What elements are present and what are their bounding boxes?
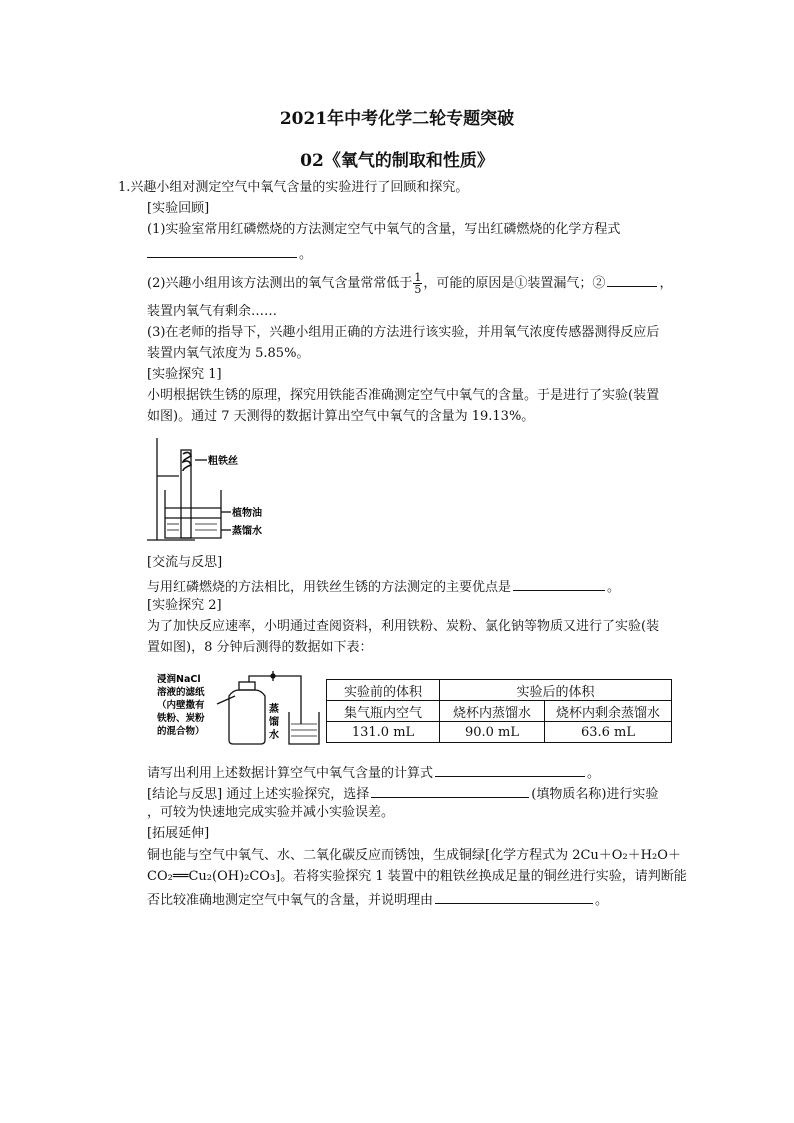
- doc-subtitle: 02《氧气的制取和性质》: [300, 151, 494, 171]
- review-3-line1: (3)在老师的指导下，兴趣小组用正确的方法进行该实验，并用氧气浓度传感器测得反应后: [147, 325, 660, 340]
- answer-blank[interactable]: [435, 763, 585, 777]
- table-col-jar-air: 集气瓶内空气: [327, 701, 440, 722]
- punct: 。: [607, 580, 621, 595]
- fig2-water-label: 水: [269, 730, 279, 741]
- frac-num: 1: [414, 271, 422, 284]
- stopper: [239, 682, 255, 690]
- calc-line: [147, 763, 600, 782]
- review-2-text-b: ，可能的原因是①装置漏气；②: [423, 276, 606, 291]
- review-1: (1)实验室常用红磷燃烧的方法测定空气中氧气的含量，写出红磷燃烧的化学方程式: [147, 222, 621, 237]
- extension-text: 否比较准确地测定空气中氧气的含量，并说明理由: [147, 893, 434, 908]
- fig2-label: （内壁撒有: [157, 700, 205, 711]
- punct: 。: [595, 893, 609, 908]
- punct: ，: [659, 276, 673, 291]
- extension-heading: [拓展延伸]: [147, 826, 210, 841]
- q1-intro: 1.兴趣小组对测定空气中氧气含量的实验进行了回顾和探究。: [118, 180, 469, 195]
- review-2-text: (2)兴趣小组用该方法测出的氧气含量常常低于: [147, 276, 413, 291]
- beaker: [165, 490, 221, 538]
- fraction-one-fifth: [413, 272, 422, 295]
- answer-blank[interactable]: [435, 890, 593, 904]
- table-cell: 90.0 mL: [440, 722, 545, 743]
- small-beaker: [289, 712, 319, 744]
- review-2-cont: 装置内氧气有剩余……: [147, 304, 278, 319]
- answer-blank[interactable]: [371, 784, 529, 798]
- answer-blank[interactable]: [513, 577, 605, 591]
- table-header-after: 实验后的体积: [440, 680, 672, 701]
- iron-wire-apparatus-figure: [145, 432, 275, 547]
- exp1-heading: [实验探究 1]: [147, 367, 222, 382]
- fig1-label-water: 蒸馏水: [232, 526, 262, 537]
- exp1-line2: 如图)。通过 7 天测得的数据计算出空气中氧气的含量为 19.13%。: [147, 409, 535, 424]
- jar-apparatus-figure: [143, 668, 323, 750]
- answer-blank[interactable]: [607, 273, 657, 287]
- table-header-before: 实验前的体积: [327, 680, 440, 701]
- table-col-remaining-water: 烧杯内剩余蒸馏水: [545, 701, 672, 722]
- fig2-label: 铁粉、炭粉: [157, 713, 205, 724]
- discussion-line: [147, 577, 620, 596]
- review-2: [147, 272, 672, 295]
- data-table: [326, 679, 672, 743]
- fig2-water-label: 馏: [269, 717, 279, 728]
- fig1-label-iron: 粗铁丝: [208, 456, 238, 467]
- extension-line2: CO₂══Cu₂(OH)₂CO₃]。若将实验探究 1 装置中的粗铁丝换成足量的铜丝进行实验，请判断能: [147, 869, 687, 884]
- exp2-line2: 置如图)，8 分钟后测得的数据如下表：: [147, 640, 373, 655]
- table-cell: 63.6 mL: [545, 722, 672, 743]
- doc-title: 2021年中考化学二轮专题突破: [279, 109, 515, 129]
- exp2-line1: 为了加快反应速率，小明通过查阅资料，利用铁粉、炭粉、氯化钠等物质又进行了实验(装: [147, 619, 660, 634]
- review-heading: [实验回顾]: [147, 201, 210, 216]
- discussion-text: 与用红磷燃烧的方法相比，用铁丝生锈的方法测定的主要优点是: [147, 580, 512, 595]
- conclusion-text-b: (填物质名称)进行实验: [531, 787, 659, 802]
- gas-jar: [229, 690, 265, 744]
- punct: 。: [299, 247, 313, 262]
- extension-line3: [147, 890, 608, 909]
- table-row: [327, 722, 672, 743]
- punct: 。: [587, 766, 601, 781]
- review-1-answer: [147, 244, 312, 263]
- table-row: [327, 701, 672, 722]
- table-row: [327, 680, 672, 701]
- table-col-beaker-water: 烧杯内蒸馏水: [440, 701, 545, 722]
- extension-line1: 铜也能与空气中氧气、水、二氧化碳反应而锈蚀，生成铜绿[化学方程式为 2Cu＋O₂＋H₂O＋: [147, 848, 681, 863]
- conclusion-line2: ，可较为快速地完成实验并减小实验误差。: [147, 805, 395, 820]
- table-cell: 131.0 mL: [327, 722, 440, 743]
- fig1-label-oil: 植物油: [232, 508, 262, 519]
- fig2-label: 溶液的滤纸: [157, 687, 205, 698]
- fig2-water-label: 蒸: [269, 704, 279, 715]
- conclusion-text: [结论与反思] 通过上述实验探究，选择: [147, 787, 370, 802]
- coarse-iron-wire: [183, 452, 191, 471]
- discussion-heading: [交流与反思]: [147, 555, 223, 570]
- review-3-line2: 装置内氧气浓度为 5.85%。: [147, 346, 310, 361]
- fig2-label: 浸润NaCl: [157, 674, 201, 685]
- answer-blank[interactable]: [147, 244, 297, 258]
- conclusion-line1: [147, 784, 658, 803]
- exp1-line1: 小明根据铁生锈的原理，探究用铁能否准确测定空气中氧气的含量。于是进行了实验(装置: [147, 388, 660, 403]
- fig2-label: 的混合物）: [157, 726, 205, 737]
- calc-text: 请写出利用上述数据计算空气中氧气含量的计算式: [147, 766, 434, 781]
- frac-den: 5: [414, 283, 422, 296]
- exp2-heading: [实验探究 2]: [147, 598, 222, 613]
